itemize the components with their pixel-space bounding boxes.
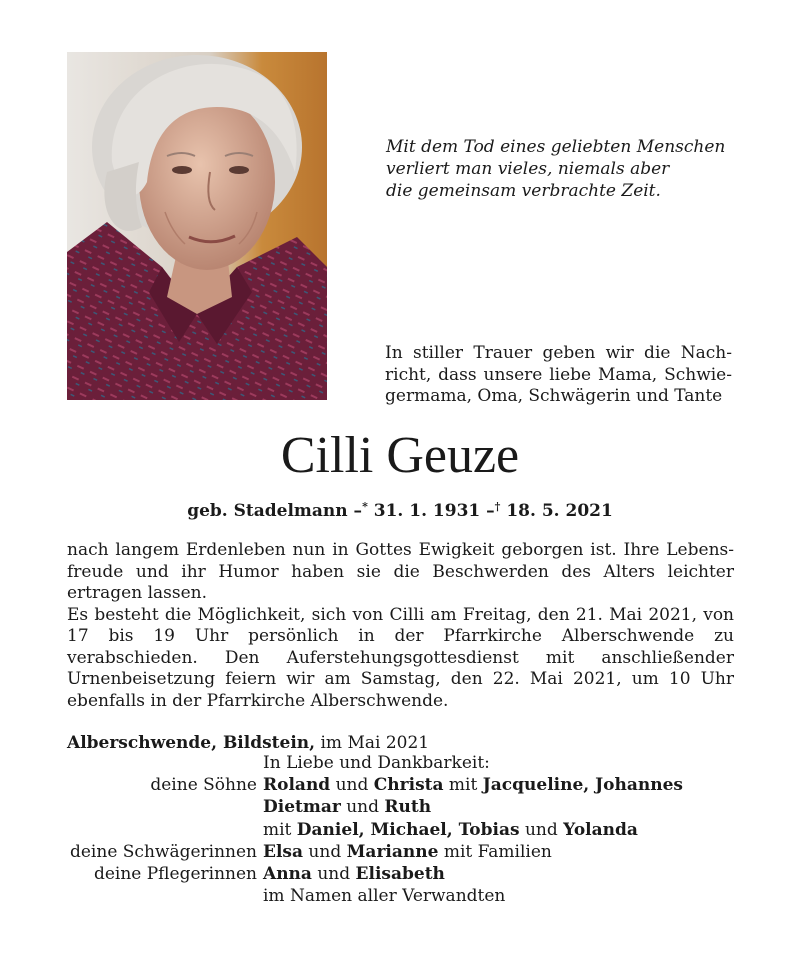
- intro-line: germama, Oma, Schwägerin und Tante: [385, 386, 723, 406]
- announcement-intro: [385, 343, 732, 408]
- mourner-role: deine Söhne: [150, 775, 257, 796]
- mourner-names: [263, 885, 505, 907]
- mourner-connector: mit Familien: [438, 841, 552, 862]
- mourner-row: [67, 885, 757, 907]
- intro-line: In stiller Trauer geben wir die Nach-: [385, 343, 732, 363]
- mourner-row: [67, 819, 757, 841]
- mourner-role: deine Pflegerinnen: [93, 863, 257, 884]
- mourner-name: Elisabeth: [355, 863, 445, 884]
- mourner-row: [67, 796, 757, 818]
- mourners-heading: In Liebe und Dankbarkeit:: [263, 753, 490, 773]
- mourner-connector: mit: [443, 775, 483, 796]
- mourner-names: [263, 863, 445, 885]
- mourner-connector: und: [311, 863, 356, 884]
- mourners-heading-row: [67, 752, 757, 774]
- mourner-names: [263, 819, 638, 841]
- mourner-names: [263, 796, 431, 818]
- mourner-role: [67, 885, 263, 907]
- death-symbol: †: [494, 500, 501, 513]
- mourner-name: Elsa: [263, 841, 304, 862]
- mourner-role: [67, 819, 263, 841]
- mourner-row: [67, 774, 757, 796]
- mourner-connector: und: [340, 797, 385, 818]
- mourner-connector: und: [519, 819, 564, 840]
- mourner-row: [67, 863, 757, 885]
- quote-line: verliert man vieles, niemals aber: [386, 159, 670, 179]
- announcement-body: [67, 540, 734, 712]
- place-names: Alberschwende, Bildstein,: [67, 733, 316, 753]
- mourner-name: Anna: [263, 863, 312, 884]
- portrait-photo: [67, 52, 327, 400]
- birth-symbol: *: [362, 500, 368, 513]
- birth-name: geb. Stadelmann –: [187, 501, 363, 521]
- life-dates: [0, 496, 800, 522]
- deceased-name: Cilli Geuze: [280, 427, 520, 484]
- memorial-quote: [386, 136, 766, 202]
- mourner-names: [263, 774, 683, 796]
- mourner-rows: [67, 774, 757, 907]
- place-date: [67, 732, 429, 754]
- body-paragraph: nach langem Erdenleben nun in Gottes Ewigkeit geborgen ist. Ihre Lebensfreude und ihr Humor haben sie die Beschwerden des Alters leichter ertragen lassen.: [67, 540, 734, 603]
- quote-line: Mit dem Tod eines geliebten Menschen: [386, 137, 726, 157]
- mourner-name: Yolanda: [563, 819, 638, 840]
- body-paragraph: Es besteht die Möglichkeit, sich von Cilli am Freitag, den 21. Mai 2021, von 17 bis 19 Uhr persönlich in der Pfarrkirche Alberschwende zu verabschieden. Den Auferstehungsgottesdienst mit anschließender Urnenbeisetzung feiern wir am Samstag, den 22. Mai 2021, um 10 Uhr ebenfalls in der Pfarrkirche Alberschwende.: [67, 604, 734, 711]
- mourner-name: Roland: [263, 775, 331, 796]
- mourner-name: Daniel, Michael, Tobias: [296, 819, 520, 840]
- mourner-role: [67, 796, 263, 818]
- mourners-list: [67, 752, 757, 907]
- quote-line: die gemeinsam verbrachte Zeit.: [386, 181, 661, 201]
- death-date: 18. 5. 2021: [500, 501, 613, 521]
- mourner-connector: im Namen aller Verwandten: [263, 886, 506, 907]
- mourner-connector: und: [303, 841, 347, 862]
- birth-date: 31. 1. 1931 –: [367, 501, 495, 521]
- mourner-name: Ruth: [384, 797, 432, 818]
- mourner-row: [67, 841, 757, 863]
- mourner-names: [263, 841, 552, 863]
- mourner-name: Jacqueline, Johannes: [482, 775, 683, 796]
- announcement-date: im Mai 2021: [315, 733, 430, 753]
- mourner-name: Dietmar: [263, 797, 341, 818]
- mourner-role: deine Schwägerinnen: [69, 841, 257, 862]
- mourner-connector: mit: [263, 819, 297, 840]
- mourner-connector: und: [330, 775, 374, 796]
- intro-line: richt, dass unsere liebe Mama, Schwie-: [385, 364, 732, 385]
- mourner-name: Christa: [373, 775, 444, 796]
- mourner-name: Marianne: [346, 841, 439, 862]
